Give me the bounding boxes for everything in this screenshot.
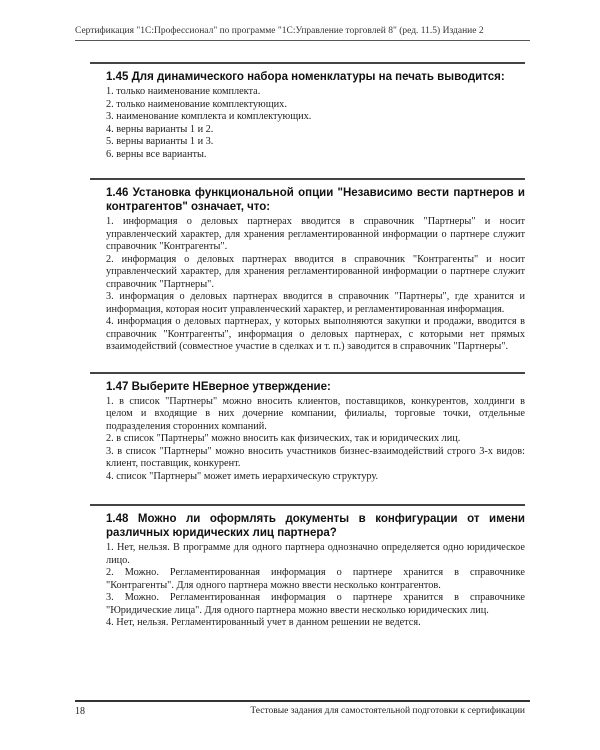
question-block bbox=[90, 178, 525, 354]
question-block bbox=[90, 372, 525, 484]
header-rule bbox=[75, 40, 530, 41]
answer-option: 2. информация о деловых партнерах вводится в справочник "Контрагенты" и носит управленческий характер, для хранения регламентированной информации о партнере служит справочник "Партнеры". bbox=[106, 253, 525, 290]
answer-option: 4. Нет, нельзя. Регламентированный учет в данном решении не ведется. bbox=[106, 617, 421, 628]
answer-options bbox=[106, 86, 525, 161]
question-title: 1.46 Установка функциональной опции "Независимо вести партнеров и контрагентов" означает, что: bbox=[106, 187, 525, 213]
question-title: 1.47 Выберите НЕверное утверждение: bbox=[106, 380, 331, 393]
running-footer: Тестовые задания для самостоятельной подготовки к сертификации bbox=[250, 706, 525, 716]
answer-option: 1. в список "Партнеры" можно вносить клиентов, поставщиков, конкурентов, холдинги в целом и входящие в них дочерние компании, филиалы, торговые точки, отдельные подразделения сторонних компаний. bbox=[106, 395, 525, 432]
answer-option: 5. верны варианты 1 и 3. bbox=[106, 136, 214, 147]
question-block bbox=[90, 62, 525, 161]
question-block bbox=[90, 504, 525, 630]
footer-rule bbox=[75, 700, 530, 702]
answer-option: 3. информация о деловых партнерах вводится в справочник "Партнеры", где хранится и информация, которая носит управленческий характер, и регламентированная информация. bbox=[106, 291, 525, 315]
question-divider bbox=[90, 504, 525, 506]
answer-options bbox=[106, 216, 525, 354]
answer-option: 3. в список "Партнеры" можно вносить участников бизнес-взаимодействий строго 3-х видов: клиент, поставщик, конкурент. bbox=[106, 445, 525, 469]
question-divider bbox=[90, 62, 525, 64]
question-title: 1.48 Можно ли оформлять документы в конфигурации от имени различных юридических лиц партнера? bbox=[106, 513, 525, 539]
answer-options bbox=[106, 542, 525, 630]
answer-option: 4. список "Партнеры" может иметь иерархическую структуру. bbox=[106, 470, 379, 482]
answer-option: 3. Можно. Регламентированная информация о партнере хранится в справочнике "Юридические лица". Для одного партнера можно ввести несколько юридических лиц. bbox=[106, 592, 525, 616]
answer-option: 2. в список "Партнеры" можно вносить как физических, так и юридических лиц. bbox=[106, 433, 461, 444]
answer-option: 1. информация о деловых партнерах вводится в справочник "Партнеры" и носит управленческий характер, для хранения регламентированной информации о партнере служит справочник "Контрагенты". bbox=[106, 216, 525, 252]
answer-option: 3. наименование комплекта и комплектующих. bbox=[106, 111, 312, 122]
answer-option: 6. верны все варианты. bbox=[106, 148, 207, 160]
answer-option: 2. только наименование комплектующих. bbox=[106, 98, 287, 110]
question-divider bbox=[90, 178, 525, 180]
answer-option: 2. Можно. Регламентированная информация о партнере хранится в справочнике "Контрагенты". Для одного партнера можно ввести несколько контрагентов. bbox=[106, 567, 525, 591]
answer-option: 1. Нет, нельзя. В программе для одного партнера однозначно определяется одно юридическое лицо. bbox=[106, 542, 525, 566]
answer-option: 1. только наименование комплекта. bbox=[106, 86, 261, 97]
answer-options bbox=[106, 396, 525, 484]
question-divider bbox=[90, 372, 525, 374]
answer-option: 4. верны варианты 1 и 2. bbox=[106, 123, 214, 135]
question-title: 1.45 Для динамического набора номенклатуры на печать выводится: bbox=[106, 71, 505, 83]
answer-option: 4. информация о деловых партнерах, у которых выполняются закупки и продажи, вводится в справочник "Контрагенты", информация о деловых партнерах, с которыми нет прямых взаимодействий (совместное участие в сделках и т. п.) заводится в справочник "Партнеры". bbox=[106, 316, 525, 352]
questions-column bbox=[90, 60, 525, 630]
running-header: Сертификация "1С:Профессионал" по программе "1С:Управление торговлей 8" (ред. 11.5) Издание 2 bbox=[75, 26, 484, 36]
page-number: 18 bbox=[75, 706, 85, 717]
